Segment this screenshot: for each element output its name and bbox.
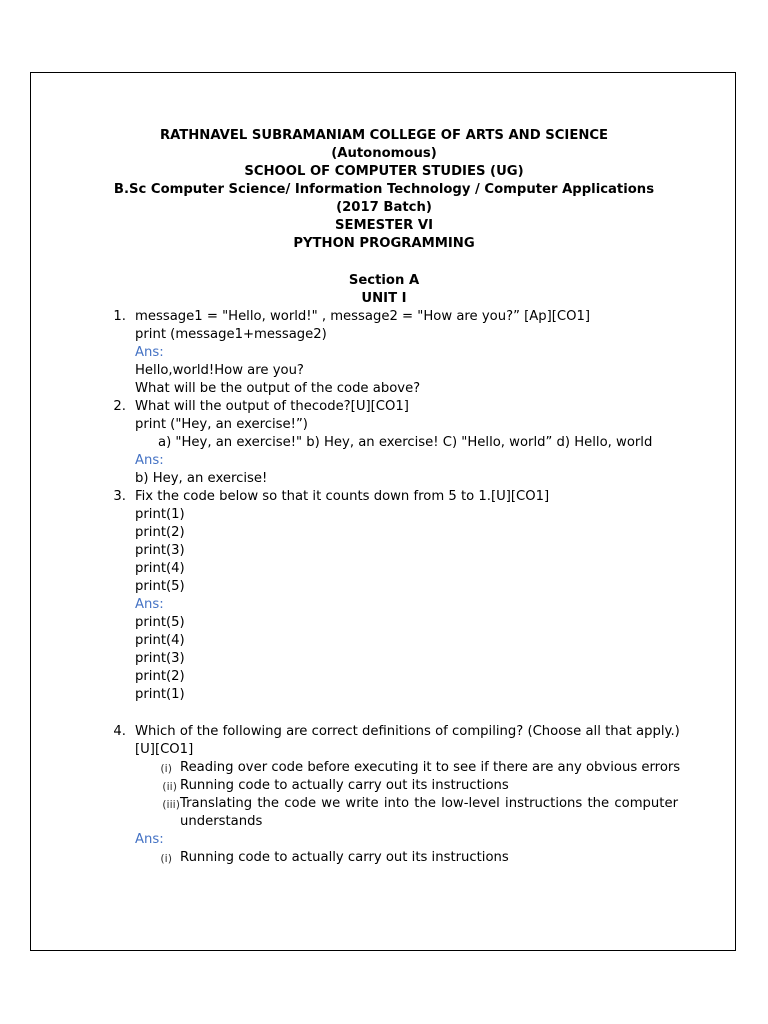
question-number: 2. — [113, 399, 126, 414]
question-text: Fix the code below so that it counts down from 5 to 1.[U][CO1] — [135, 489, 550, 504]
question-tag: [U][CO1] — [135, 742, 194, 757]
answer-code-line: print(2) — [135, 669, 185, 684]
answer-code-line: print(5) — [135, 615, 185, 630]
question-text: message1 = "Hello, world!" , message2 = "How are you?” [Ap][CO1] — [135, 309, 591, 324]
code-line: print(2) — [135, 525, 185, 540]
code-line: print ("Hey, an exercise!”) — [135, 417, 308, 432]
question-number: 3. — [113, 489, 126, 504]
answer-label: Ans: — [135, 453, 164, 468]
unit-title: UNIT I — [361, 291, 407, 306]
option-number: (iii) — [162, 798, 180, 811]
answer-option-number: (i) — [160, 852, 172, 865]
answer-text: Running code to actually carry out its instructions — [180, 850, 509, 865]
answer-code-line: print(3) — [135, 651, 185, 666]
question-text: What will the output of thecode?[U][CO1] — [135, 399, 409, 414]
code-line: print(5) — [135, 579, 185, 594]
question-text: Which of the following are correct definitions of compiling? (Choose all that apply.) — [135, 724, 680, 739]
answer-label: Ans: — [135, 345, 164, 360]
answer-text: Hello,world!How are you? — [135, 363, 304, 378]
option-text: Reading over code before executing it to see if there are any obvious errors — [180, 760, 681, 775]
option-number: (i) — [160, 762, 172, 775]
code-line: print(1) — [135, 507, 185, 522]
answer-label: Ans: — [135, 832, 164, 847]
semester-label: SEMESTER VI — [335, 218, 433, 233]
code-line: print(4) — [135, 561, 185, 576]
college-name: RATHNAVEL SUBRAMANIAM COLLEGE OF ARTS AND SCIENCE — [159, 128, 609, 143]
answer-text: b) Hey, an exercise! — [135, 471, 268, 486]
question-number: 4. — [113, 724, 126, 739]
answer-code-line: print(1) — [135, 687, 185, 702]
program-name: B.Sc Computer Science/ Information Technology / Computer Applications — [113, 182, 655, 197]
code-line: print(3) — [135, 543, 185, 558]
option-text-continued: understands — [180, 814, 263, 829]
batch-label: (2017 Batch) — [336, 200, 432, 215]
answer-label: Ans: — [135, 597, 164, 612]
code-line: print (message1+message2) — [135, 327, 327, 342]
option-text: Running code to actually carry out its instructions — [180, 778, 509, 793]
answer-code-line: print(4) — [135, 633, 185, 648]
section-title: Section A — [348, 273, 420, 288]
subject-title: PYTHON PROGRAMMING — [293, 236, 475, 251]
option-text: Translating the code we write into the low-level instructions the computer — [180, 796, 678, 811]
autonomous-label: (Autonomous) — [331, 146, 437, 161]
answer-options: a) "Hey, an exercise!" b) Hey, an exercise! C) "Hello, world” d) Hello, world — [158, 435, 653, 450]
question-text: What will be the output of the code above? — [135, 381, 421, 396]
option-number: (ii) — [162, 780, 177, 793]
question-number: 1. — [113, 309, 126, 324]
school-name: SCHOOL OF COMPUTER STUDIES (UG) — [244, 164, 524, 179]
